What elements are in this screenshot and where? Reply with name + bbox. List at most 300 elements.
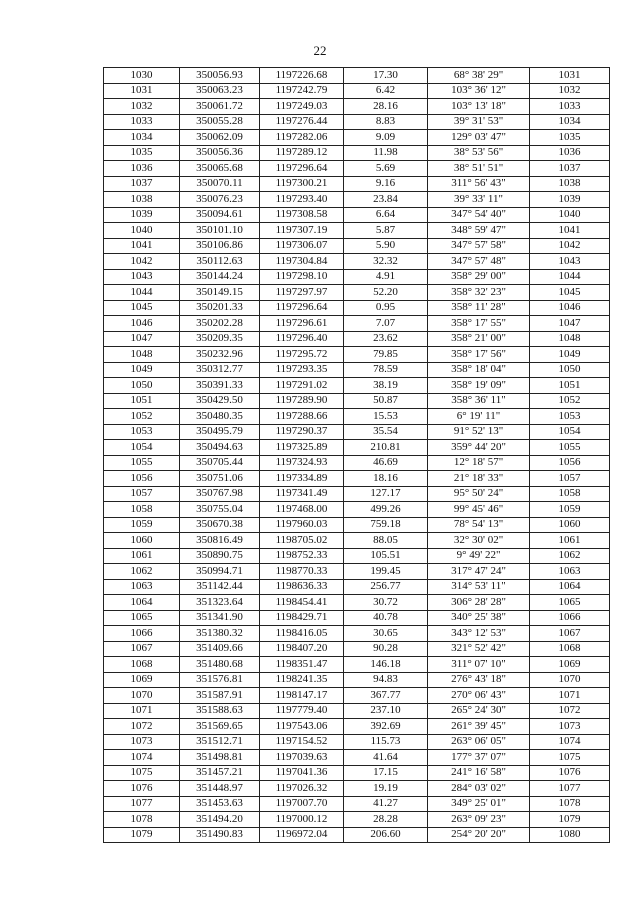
y-coordinate-cell: 1198351.47 bbox=[260, 657, 344, 673]
bearing-cell: 95° 50' 24" bbox=[428, 486, 530, 502]
bearing-cell: 358° 21' 00" bbox=[428, 331, 530, 347]
bearing-cell: 270° 06' 43" bbox=[428, 688, 530, 704]
bearing-cell: 347° 57' 48" bbox=[428, 254, 530, 270]
x-coordinate-cell: 350149.15 bbox=[180, 285, 260, 301]
x-coordinate-cell: 350767.98 bbox=[180, 486, 260, 502]
x-coordinate-cell: 351588.63 bbox=[180, 703, 260, 719]
bearing-cell: 358° 17' 56" bbox=[428, 347, 530, 363]
y-coordinate-cell: 1197282.06 bbox=[260, 130, 344, 146]
x-coordinate-cell: 350201.33 bbox=[180, 300, 260, 316]
bearing-cell: 261° 39' 45" bbox=[428, 719, 530, 735]
bearing-cell: 263° 06' 05" bbox=[428, 734, 530, 750]
next-point-number-cell: 1041 bbox=[530, 223, 610, 239]
y-coordinate-cell: 1197296.40 bbox=[260, 331, 344, 347]
bearing-cell: 254° 20' 20" bbox=[428, 827, 530, 843]
table-row bbox=[104, 161, 610, 177]
distance-cell: 30.72 bbox=[344, 595, 428, 611]
next-point-number-cell: 1062 bbox=[530, 548, 610, 564]
point-number-cell: 1049 bbox=[104, 362, 180, 378]
distance-cell: 19.19 bbox=[344, 781, 428, 797]
next-point-number-cell: 1037 bbox=[530, 161, 610, 177]
point-number-cell: 1046 bbox=[104, 316, 180, 332]
bearing-cell: 340° 25' 38" bbox=[428, 610, 530, 626]
distance-cell: 127.17 bbox=[344, 486, 428, 502]
y-coordinate-cell: 1197293.40 bbox=[260, 192, 344, 208]
table-row bbox=[104, 765, 610, 781]
table-row bbox=[104, 176, 610, 192]
y-coordinate-cell: 1197325.89 bbox=[260, 440, 344, 456]
distance-cell: 30.65 bbox=[344, 626, 428, 642]
bearing-cell: 129° 03' 47" bbox=[428, 130, 530, 146]
x-coordinate-cell: 350202.28 bbox=[180, 316, 260, 332]
next-point-number-cell: 1058 bbox=[530, 486, 610, 502]
bearing-cell: 347° 54' 40" bbox=[428, 207, 530, 223]
point-number-cell: 1041 bbox=[104, 238, 180, 254]
x-coordinate-cell: 350391.33 bbox=[180, 378, 260, 394]
point-number-cell: 1065 bbox=[104, 610, 180, 626]
bearing-cell: 276° 43' 18" bbox=[428, 672, 530, 688]
y-coordinate-cell: 1197288.66 bbox=[260, 409, 344, 425]
table-row bbox=[104, 68, 610, 84]
y-coordinate-cell: 1197297.97 bbox=[260, 285, 344, 301]
y-coordinate-cell: 1197000.12 bbox=[260, 812, 344, 828]
distance-cell: 32.32 bbox=[344, 254, 428, 270]
page-number: 22 bbox=[313, 43, 327, 58]
distance-cell: 237.10 bbox=[344, 703, 428, 719]
coordinates-table bbox=[103, 67, 610, 843]
x-coordinate-cell: 350106.86 bbox=[180, 238, 260, 254]
next-point-number-cell: 1079 bbox=[530, 812, 610, 828]
next-point-number-cell: 1048 bbox=[530, 331, 610, 347]
table-row bbox=[104, 378, 610, 394]
x-coordinate-cell: 351480.68 bbox=[180, 657, 260, 673]
table-row bbox=[104, 703, 610, 719]
distance-cell: 11.98 bbox=[344, 145, 428, 161]
y-coordinate-cell: 1197290.37 bbox=[260, 424, 344, 440]
bearing-cell: 78° 54' 13" bbox=[428, 517, 530, 533]
point-number-cell: 1037 bbox=[104, 176, 180, 192]
x-coordinate-cell: 350076.23 bbox=[180, 192, 260, 208]
x-coordinate-cell: 350062.09 bbox=[180, 130, 260, 146]
distance-cell: 35.54 bbox=[344, 424, 428, 440]
next-point-number-cell: 1080 bbox=[530, 827, 610, 843]
distance-cell: 50.87 bbox=[344, 393, 428, 409]
distance-cell: 23.62 bbox=[344, 331, 428, 347]
distance-cell: 5.90 bbox=[344, 238, 428, 254]
point-number-cell: 1062 bbox=[104, 564, 180, 580]
point-number-cell: 1067 bbox=[104, 641, 180, 657]
table-row bbox=[104, 595, 610, 611]
next-point-number-cell: 1072 bbox=[530, 703, 610, 719]
table-row bbox=[104, 579, 610, 595]
point-number-cell: 1079 bbox=[104, 827, 180, 843]
next-point-number-cell: 1071 bbox=[530, 688, 610, 704]
y-coordinate-cell: 1197307.19 bbox=[260, 223, 344, 239]
table-row bbox=[104, 130, 610, 146]
y-coordinate-cell: 1197334.89 bbox=[260, 471, 344, 487]
next-point-number-cell: 1034 bbox=[530, 114, 610, 130]
bearing-cell: 265° 24' 30" bbox=[428, 703, 530, 719]
bearing-cell: 39° 33' 11" bbox=[428, 192, 530, 208]
next-point-number-cell: 1047 bbox=[530, 316, 610, 332]
table-row bbox=[104, 300, 610, 316]
distance-cell: 210.81 bbox=[344, 440, 428, 456]
bearing-cell: 9° 49' 22" bbox=[428, 548, 530, 564]
x-coordinate-cell: 350670.38 bbox=[180, 517, 260, 533]
next-point-number-cell: 1051 bbox=[530, 378, 610, 394]
table-row bbox=[104, 517, 610, 533]
point-number-cell: 1051 bbox=[104, 393, 180, 409]
point-number-cell: 1069 bbox=[104, 672, 180, 688]
bearing-cell: 358° 17' 55" bbox=[428, 316, 530, 332]
next-point-number-cell: 1061 bbox=[530, 533, 610, 549]
distance-cell: 79.85 bbox=[344, 347, 428, 363]
x-coordinate-cell: 351453.63 bbox=[180, 796, 260, 812]
bearing-cell: 311° 56' 43" bbox=[428, 176, 530, 192]
bearing-cell: 241° 16' 58" bbox=[428, 765, 530, 781]
point-number-cell: 1056 bbox=[104, 471, 180, 487]
next-point-number-cell: 1063 bbox=[530, 564, 610, 580]
point-number-cell: 1068 bbox=[104, 657, 180, 673]
x-coordinate-cell: 351490.83 bbox=[180, 827, 260, 843]
y-coordinate-cell: 1197242.79 bbox=[260, 83, 344, 99]
y-coordinate-cell: 1198429.71 bbox=[260, 610, 344, 626]
x-coordinate-cell: 350061.72 bbox=[180, 99, 260, 115]
bearing-cell: 321° 52' 42" bbox=[428, 641, 530, 657]
distance-cell: 41.27 bbox=[344, 796, 428, 812]
point-number-cell: 1034 bbox=[104, 130, 180, 146]
y-coordinate-cell: 1197543.06 bbox=[260, 719, 344, 735]
next-point-number-cell: 1070 bbox=[530, 672, 610, 688]
table-row bbox=[104, 440, 610, 456]
x-coordinate-cell: 350065.68 bbox=[180, 161, 260, 177]
y-coordinate-cell: 1197007.70 bbox=[260, 796, 344, 812]
point-number-cell: 1053 bbox=[104, 424, 180, 440]
next-point-number-cell: 1076 bbox=[530, 765, 610, 781]
point-number-cell: 1032 bbox=[104, 99, 180, 115]
distance-cell: 94.83 bbox=[344, 672, 428, 688]
table-row bbox=[104, 254, 610, 270]
point-number-cell: 1048 bbox=[104, 347, 180, 363]
y-coordinate-cell: 1198416.05 bbox=[260, 626, 344, 642]
distance-cell: 5.87 bbox=[344, 223, 428, 239]
x-coordinate-cell: 350890.75 bbox=[180, 548, 260, 564]
bearing-cell: 32° 30' 02" bbox=[428, 533, 530, 549]
next-point-number-cell: 1075 bbox=[530, 750, 610, 766]
point-number-cell: 1045 bbox=[104, 300, 180, 316]
distance-cell: 6.42 bbox=[344, 83, 428, 99]
table-row bbox=[104, 83, 610, 99]
x-coordinate-cell: 351142.44 bbox=[180, 579, 260, 595]
table-row bbox=[104, 393, 610, 409]
distance-cell: 15.53 bbox=[344, 409, 428, 425]
x-coordinate-cell: 350755.04 bbox=[180, 502, 260, 518]
x-coordinate-cell: 351341.90 bbox=[180, 610, 260, 626]
distance-cell: 499.26 bbox=[344, 502, 428, 518]
table-row bbox=[104, 486, 610, 502]
distance-cell: 5.69 bbox=[344, 161, 428, 177]
table-row bbox=[104, 564, 610, 580]
table-row bbox=[104, 347, 610, 363]
bearing-cell: 343° 12' 53" bbox=[428, 626, 530, 642]
bearing-cell: 103° 13' 18" bbox=[428, 99, 530, 115]
y-coordinate-cell: 1197293.35 bbox=[260, 362, 344, 378]
next-point-number-cell: 1042 bbox=[530, 238, 610, 254]
table-row bbox=[104, 424, 610, 440]
y-coordinate-cell: 1197226.68 bbox=[260, 68, 344, 84]
bearing-cell: 38° 53' 56" bbox=[428, 145, 530, 161]
next-point-number-cell: 1064 bbox=[530, 579, 610, 595]
y-coordinate-cell: 1197291.02 bbox=[260, 378, 344, 394]
y-coordinate-cell: 1197298.10 bbox=[260, 269, 344, 285]
point-number-cell: 1072 bbox=[104, 719, 180, 735]
bearing-cell: 317° 47' 24" bbox=[428, 564, 530, 580]
x-coordinate-cell: 350070.11 bbox=[180, 176, 260, 192]
table-row bbox=[104, 688, 610, 704]
distance-cell: 146.18 bbox=[344, 657, 428, 673]
table-row bbox=[104, 672, 610, 688]
next-point-number-cell: 1039 bbox=[530, 192, 610, 208]
bearing-cell: 347° 57' 58" bbox=[428, 238, 530, 254]
y-coordinate-cell: 1198752.33 bbox=[260, 548, 344, 564]
table-row bbox=[104, 269, 610, 285]
bearing-cell: 358° 18' 04" bbox=[428, 362, 530, 378]
x-coordinate-cell: 350112.63 bbox=[180, 254, 260, 270]
bearing-cell: 12° 18' 57" bbox=[428, 455, 530, 471]
next-point-number-cell: 1065 bbox=[530, 595, 610, 611]
bearing-cell: 39° 31' 53" bbox=[428, 114, 530, 130]
next-point-number-cell: 1074 bbox=[530, 734, 610, 750]
next-point-number-cell: 1046 bbox=[530, 300, 610, 316]
y-coordinate-cell: 1197296.64 bbox=[260, 300, 344, 316]
next-point-number-cell: 1040 bbox=[530, 207, 610, 223]
table-row bbox=[104, 548, 610, 564]
distance-cell: 46.69 bbox=[344, 455, 428, 471]
point-number-cell: 1043 bbox=[104, 269, 180, 285]
point-number-cell: 1040 bbox=[104, 223, 180, 239]
distance-cell: 6.64 bbox=[344, 207, 428, 223]
table-row bbox=[104, 192, 610, 208]
bearing-cell: 311° 07' 10" bbox=[428, 657, 530, 673]
distance-cell: 41.64 bbox=[344, 750, 428, 766]
x-coordinate-cell: 351498.81 bbox=[180, 750, 260, 766]
table-row bbox=[104, 455, 610, 471]
distance-cell: 17.30 bbox=[344, 68, 428, 84]
y-coordinate-cell: 1198241.35 bbox=[260, 672, 344, 688]
point-number-cell: 1042 bbox=[104, 254, 180, 270]
distance-cell: 4.91 bbox=[344, 269, 428, 285]
distance-cell: 28.16 bbox=[344, 99, 428, 115]
distance-cell: 90.28 bbox=[344, 641, 428, 657]
point-number-cell: 1074 bbox=[104, 750, 180, 766]
next-point-number-cell: 1054 bbox=[530, 424, 610, 440]
distance-cell: 7.07 bbox=[344, 316, 428, 332]
next-point-number-cell: 1036 bbox=[530, 145, 610, 161]
bearing-cell: 68° 38' 29" bbox=[428, 68, 530, 84]
next-point-number-cell: 1053 bbox=[530, 409, 610, 425]
point-number-cell: 1058 bbox=[104, 502, 180, 518]
distance-cell: 9.09 bbox=[344, 130, 428, 146]
bearing-cell: 359° 44' 20" bbox=[428, 440, 530, 456]
y-coordinate-cell: 1198454.41 bbox=[260, 595, 344, 611]
x-coordinate-cell: 350994.71 bbox=[180, 564, 260, 580]
point-number-cell: 1052 bbox=[104, 409, 180, 425]
distance-cell: 17.15 bbox=[344, 765, 428, 781]
x-coordinate-cell: 351569.65 bbox=[180, 719, 260, 735]
bearing-cell: 99° 45' 46" bbox=[428, 502, 530, 518]
distance-cell: 367.77 bbox=[344, 688, 428, 704]
y-coordinate-cell: 1197468.00 bbox=[260, 502, 344, 518]
next-point-number-cell: 1066 bbox=[530, 610, 610, 626]
bearing-cell: 177° 37' 07" bbox=[428, 750, 530, 766]
y-coordinate-cell: 1197779.40 bbox=[260, 703, 344, 719]
y-coordinate-cell: 1198636.33 bbox=[260, 579, 344, 595]
y-coordinate-cell: 1197039.63 bbox=[260, 750, 344, 766]
x-coordinate-cell: 351380.32 bbox=[180, 626, 260, 642]
y-coordinate-cell: 1197296.64 bbox=[260, 161, 344, 177]
point-number-cell: 1038 bbox=[104, 192, 180, 208]
x-coordinate-cell: 350144.24 bbox=[180, 269, 260, 285]
next-point-number-cell: 1033 bbox=[530, 99, 610, 115]
point-number-cell: 1070 bbox=[104, 688, 180, 704]
table-row bbox=[104, 812, 610, 828]
next-point-number-cell: 1077 bbox=[530, 781, 610, 797]
y-coordinate-cell: 1197041.36 bbox=[260, 765, 344, 781]
x-coordinate-cell: 350056.36 bbox=[180, 145, 260, 161]
distance-cell: 28.28 bbox=[344, 812, 428, 828]
y-coordinate-cell: 1197304.84 bbox=[260, 254, 344, 270]
y-coordinate-cell: 1197249.03 bbox=[260, 99, 344, 115]
point-number-cell: 1063 bbox=[104, 579, 180, 595]
y-coordinate-cell: 1198147.17 bbox=[260, 688, 344, 704]
x-coordinate-cell: 350705.44 bbox=[180, 455, 260, 471]
table-row bbox=[104, 502, 610, 518]
y-coordinate-cell: 1197341.49 bbox=[260, 486, 344, 502]
table-row bbox=[104, 641, 610, 657]
next-point-number-cell: 1050 bbox=[530, 362, 610, 378]
distance-cell: 9.16 bbox=[344, 176, 428, 192]
point-number-cell: 1061 bbox=[104, 548, 180, 564]
next-point-number-cell: 1052 bbox=[530, 393, 610, 409]
next-point-number-cell: 1068 bbox=[530, 641, 610, 657]
x-coordinate-cell: 350480.35 bbox=[180, 409, 260, 425]
bearing-cell: 348° 59' 47" bbox=[428, 223, 530, 239]
bearing-cell: 38° 51' 51" bbox=[428, 161, 530, 177]
bearing-cell: 358° 19' 09" bbox=[428, 378, 530, 394]
x-coordinate-cell: 350056.93 bbox=[180, 68, 260, 84]
bearing-cell: 358° 36' 11" bbox=[428, 393, 530, 409]
point-number-cell: 1047 bbox=[104, 331, 180, 347]
y-coordinate-cell: 1197324.93 bbox=[260, 455, 344, 471]
x-coordinate-cell: 350063.23 bbox=[180, 83, 260, 99]
point-number-cell: 1078 bbox=[104, 812, 180, 828]
distance-cell: 38.19 bbox=[344, 378, 428, 394]
x-coordinate-cell: 350495.79 bbox=[180, 424, 260, 440]
bearing-cell: 358° 32' 23" bbox=[428, 285, 530, 301]
next-point-number-cell: 1044 bbox=[530, 269, 610, 285]
table-row bbox=[104, 223, 610, 239]
y-coordinate-cell: 1197306.07 bbox=[260, 238, 344, 254]
distance-cell: 52.20 bbox=[344, 285, 428, 301]
y-coordinate-cell: 1198770.33 bbox=[260, 564, 344, 580]
table-row bbox=[104, 719, 610, 735]
x-coordinate-cell: 351323.64 bbox=[180, 595, 260, 611]
x-coordinate-cell: 350055.28 bbox=[180, 114, 260, 130]
point-number-cell: 1035 bbox=[104, 145, 180, 161]
next-point-number-cell: 1049 bbox=[530, 347, 610, 363]
table-row bbox=[104, 626, 610, 642]
next-point-number-cell: 1060 bbox=[530, 517, 610, 533]
table-row bbox=[104, 316, 610, 332]
point-number-cell: 1059 bbox=[104, 517, 180, 533]
x-coordinate-cell: 351409.66 bbox=[180, 641, 260, 657]
distance-cell: 206.60 bbox=[344, 827, 428, 843]
distance-cell: 199.45 bbox=[344, 564, 428, 580]
y-coordinate-cell: 1198705.02 bbox=[260, 533, 344, 549]
point-number-cell: 1075 bbox=[104, 765, 180, 781]
table-row bbox=[104, 331, 610, 347]
table-row bbox=[104, 409, 610, 425]
next-point-number-cell: 1073 bbox=[530, 719, 610, 735]
table-row bbox=[104, 238, 610, 254]
point-number-cell: 1071 bbox=[104, 703, 180, 719]
table-row bbox=[104, 207, 610, 223]
x-coordinate-cell: 351457.21 bbox=[180, 765, 260, 781]
bearing-cell: 358° 11' 28" bbox=[428, 300, 530, 316]
next-point-number-cell: 1032 bbox=[530, 83, 610, 99]
table-row bbox=[104, 796, 610, 812]
distance-cell: 23.84 bbox=[344, 192, 428, 208]
point-number-cell: 1030 bbox=[104, 68, 180, 84]
table-row bbox=[104, 781, 610, 797]
bearing-cell: 91° 52' 13" bbox=[428, 424, 530, 440]
point-number-cell: 1050 bbox=[104, 378, 180, 394]
y-coordinate-cell: 1197296.61 bbox=[260, 316, 344, 332]
point-number-cell: 1066 bbox=[104, 626, 180, 642]
table-row bbox=[104, 145, 610, 161]
point-number-cell: 1031 bbox=[104, 83, 180, 99]
next-point-number-cell: 1038 bbox=[530, 176, 610, 192]
y-coordinate-cell: 1198407.20 bbox=[260, 641, 344, 657]
distance-cell: 40.78 bbox=[344, 610, 428, 626]
table-row bbox=[104, 610, 610, 626]
table-row bbox=[104, 471, 610, 487]
table-row bbox=[104, 827, 610, 843]
bearing-cell: 284° 03' 02" bbox=[428, 781, 530, 797]
point-number-cell: 1076 bbox=[104, 781, 180, 797]
x-coordinate-cell: 350429.50 bbox=[180, 393, 260, 409]
table-row bbox=[104, 285, 610, 301]
x-coordinate-cell: 350232.96 bbox=[180, 347, 260, 363]
x-coordinate-cell: 351448.97 bbox=[180, 781, 260, 797]
table-row bbox=[104, 657, 610, 673]
y-coordinate-cell: 1197289.12 bbox=[260, 145, 344, 161]
table-row bbox=[104, 533, 610, 549]
point-number-cell: 1060 bbox=[104, 533, 180, 549]
y-coordinate-cell: 1197300.21 bbox=[260, 176, 344, 192]
distance-cell: 8.83 bbox=[344, 114, 428, 130]
y-coordinate-cell: 1197154.52 bbox=[260, 734, 344, 750]
bearing-cell: 349° 25' 01" bbox=[428, 796, 530, 812]
point-number-cell: 1054 bbox=[104, 440, 180, 456]
x-coordinate-cell: 351494.20 bbox=[180, 812, 260, 828]
x-coordinate-cell: 351587.91 bbox=[180, 688, 260, 704]
point-number-cell: 1055 bbox=[104, 455, 180, 471]
point-number-cell: 1057 bbox=[104, 486, 180, 502]
x-coordinate-cell: 351576.81 bbox=[180, 672, 260, 688]
next-point-number-cell: 1069 bbox=[530, 657, 610, 673]
next-point-number-cell: 1045 bbox=[530, 285, 610, 301]
